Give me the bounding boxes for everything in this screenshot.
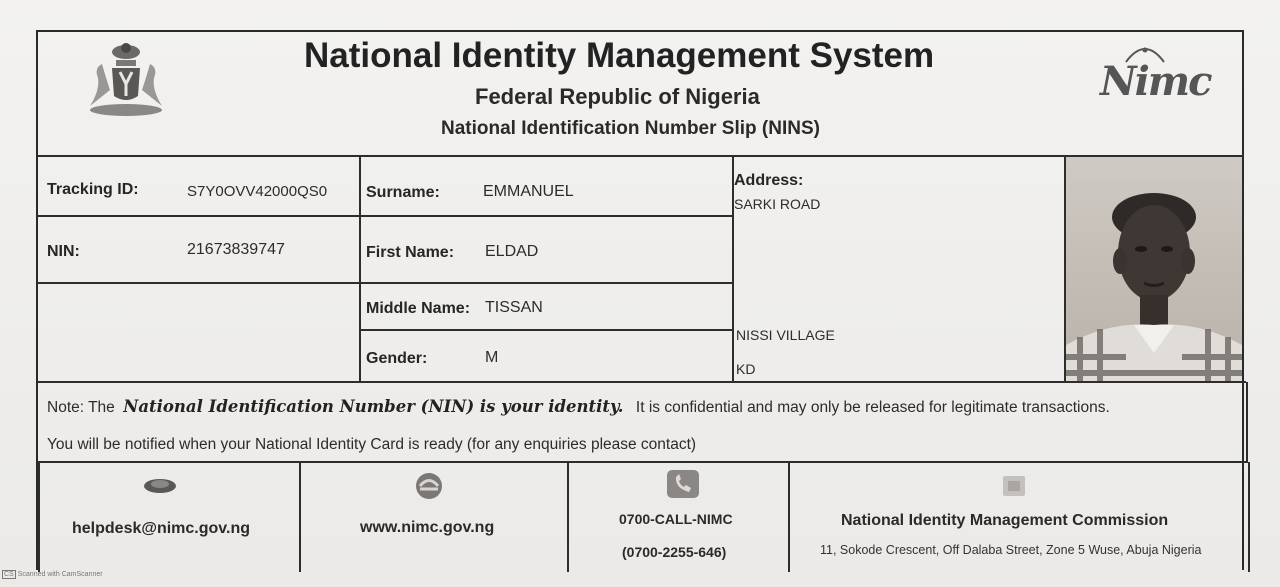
web-icon [413, 470, 445, 502]
note-emphasis: National Identification Number (NIN) is your identity. [123, 397, 624, 416]
gender-label: Gender: [366, 350, 428, 367]
address-line-1: SARKI ROAD [734, 196, 821, 212]
slip-title: National Identification Number Slip (NINS) [441, 118, 820, 139]
scanner-badge: CS [4, 571, 14, 578]
first-name-label: First Name: [366, 244, 455, 261]
nin-value: 21673839747 [187, 241, 285, 258]
email-icon [142, 475, 178, 495]
note-prefix: Note: The [47, 399, 115, 416]
email-link[interactable]: helpdesk@nimc.gov.ng [72, 520, 250, 537]
nimc-logo-text: Nimc [1100, 58, 1211, 105]
address-line-3: KD [736, 361, 756, 377]
middle-name-value: TISSAN [485, 299, 543, 316]
holder-photo [1066, 157, 1242, 381]
org-address: 11, Sokode Crescent, Off Dalaba Street, Zone 5 Wuse, Abuja Nigeria [820, 543, 1202, 557]
note-rest: It is confidential and may only be released for legitimate transactions. [635, 399, 1110, 416]
website-link[interactable]: www.nimc.gov.ng [360, 519, 495, 536]
phone-digits: (0700-2255-646) [622, 544, 727, 560]
coat-of-arms-icon [80, 38, 172, 118]
surname-value: EMMANUEL [483, 183, 574, 200]
middle-name-label: Middle Name: [366, 300, 471, 317]
gender-value: M [485, 349, 499, 366]
org-name: National Identity Management Commission [841, 512, 1169, 529]
note-line-1 [47, 397, 1110, 417]
scanner-watermark [2, 570, 103, 579]
scanner-text: Scanned with CamScanner [17, 571, 103, 578]
address-label: Address: [734, 172, 804, 189]
nin-slip [36, 30, 1244, 570]
phone-icon [665, 468, 701, 500]
phone-number[interactable]: 0700-CALL-NIMC [619, 511, 733, 527]
surname-label: Surname: [366, 184, 440, 201]
tracking-id-label: Tracking ID: [47, 181, 139, 198]
address-line-2: NISSI VILLAGE [736, 327, 835, 343]
first-name-value: ELDAD [485, 243, 539, 260]
note-line-2: You will be notified when your National Identity Card is ready (for any enquiries please contact) [47, 436, 697, 453]
country-title: Federal Republic of Nigeria [475, 84, 760, 109]
nimc-logo [1098, 42, 1211, 108]
address-icon [1000, 471, 1028, 499]
tracking-id-value: S7Y0OVV42000QS0 [187, 183, 328, 200]
nin-label: NIN: [47, 243, 80, 260]
page-title: National Identity Management System [304, 36, 935, 75]
